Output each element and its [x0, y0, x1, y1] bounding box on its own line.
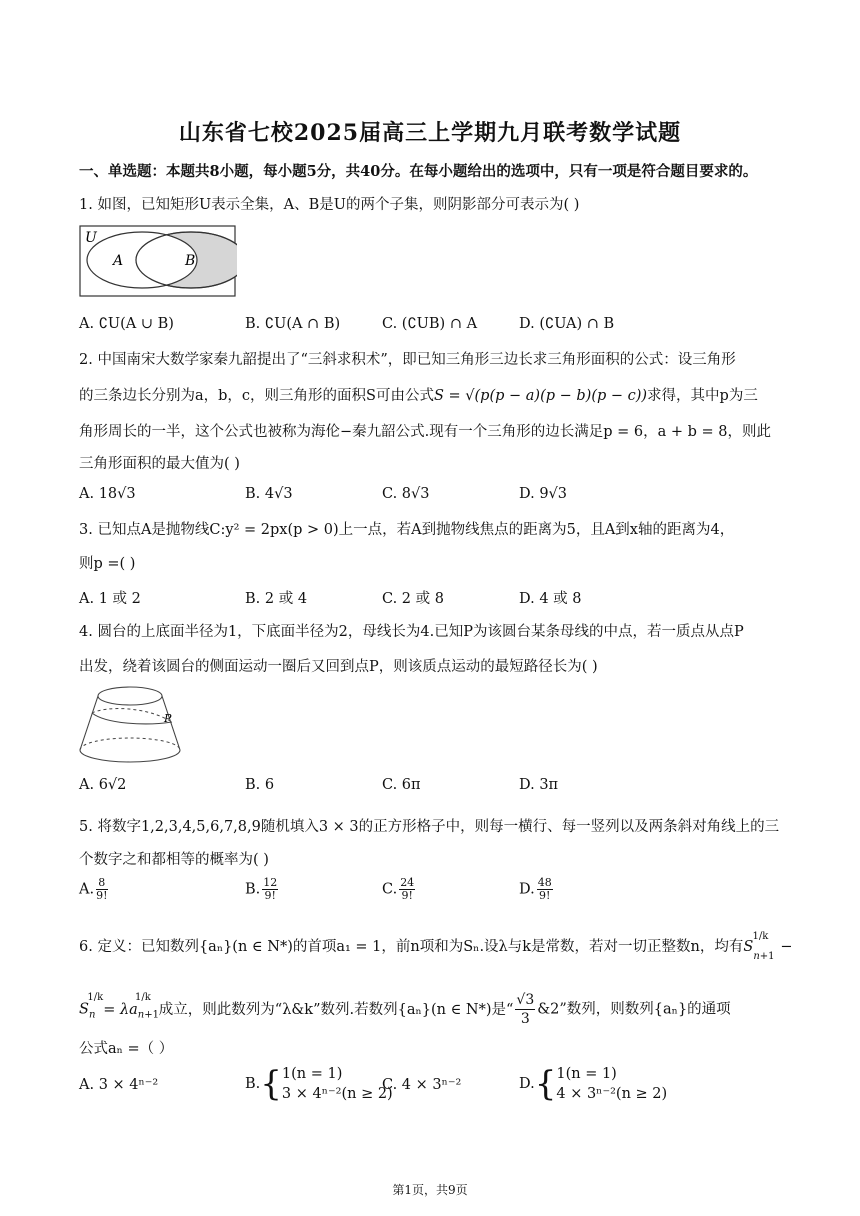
q6-sn-term: S: [79, 1001, 89, 1018]
brace-icon: {: [534, 1064, 557, 1104]
q6-option-d-case1: 1(n = 1): [556, 1066, 617, 1082]
q1-stem: 1. 如图，已知矩形U表示全集，A、B是U的两个子集，则阴影部分可表示为( ): [79, 197, 580, 213]
q4-option-c: C. 6π: [382, 777, 421, 793]
q2-line3: 角形周长的一半，这个公式也被称为海伦−秦九韶公式.现有一个三角形的边长满足p = 6，a + b = 8，则此: [79, 424, 772, 440]
q5-option-b-label: B.: [245, 881, 261, 898]
q2-line4: 三角形面积的最大值为( ): [79, 456, 240, 472]
q3-option-a: A. 1 或 2: [79, 591, 141, 607]
q6-line2-text: 成立，则此数列为“λ&k”数列.若数列{aₙ}(n ∈ N*)是“: [158, 1001, 514, 1018]
q2-option-d: D. 9√3: [519, 486, 568, 502]
q5-option-d-label: D.: [519, 881, 535, 898]
q6-s-sub: n+1: [753, 950, 775, 962]
q5-option-c: [382, 877, 417, 902]
q6-exponent: 1/k: [752, 931, 769, 943]
q6-sn-sub: n: [88, 1009, 96, 1021]
fraction-denominator: 9!: [401, 889, 413, 902]
q1-option-c: C. (∁UB) ∩ A: [382, 316, 478, 332]
q6-option-d-label: D.: [519, 1076, 535, 1092]
venn-diagram: [79, 225, 237, 297]
fraction-numerator: 8: [96, 877, 107, 890]
q6-option-d-cases: [556, 1064, 667, 1104]
fraction-numerator: 24: [400, 876, 415, 889]
q5-option-a-fraction: [96, 877, 107, 902]
q6-exponent-3: 1/k: [134, 991, 151, 1003]
q4-line1: 4. 圆台的上底面半径为1，下底面半径为2，母线长为4.已知P为该圆台某条母线的中点，若一质点从点P: [79, 624, 744, 640]
brace-icon: {: [260, 1064, 282, 1104]
q6-option-b-case1: 1(n = 1): [281, 1066, 343, 1082]
q5-option-a-label: A.: [79, 881, 95, 898]
q5-option-b: [245, 877, 280, 902]
q6-sqrt3-fraction: [515, 991, 535, 1028]
q2-line1: 2. 中国南宋大数学家秦九韶提出了“三斜求积术”，即已知三角形三边长求三角形面积的公式：设三角形: [79, 352, 736, 368]
q6-option-b-label: B.: [245, 1076, 261, 1092]
q6-option-a: A. 3 × 4ⁿ⁻²: [79, 1077, 159, 1093]
q2-line2a: 的三条边长分别为a，b，c，则三角形的面积S可由公式: [79, 388, 434, 404]
fraction-denominator: 9!: [96, 889, 108, 902]
q5-option-b-fraction: [262, 877, 278, 902]
fraction-numerator: 12: [263, 876, 278, 889]
q3-option-d: D. 4 或 8: [519, 591, 582, 607]
q4-option-b: B. 6: [245, 777, 275, 793]
venn-label-b: B: [185, 253, 196, 269]
section-heading: 一、单选题：本题共8小题，每小题5分，共40分。在每小题给出的选项中，只有一项是符合题目要求的。: [79, 163, 758, 180]
q5-option-c-fraction: [399, 877, 415, 902]
frustum-figure: [76, 682, 186, 766]
q6-option-b-cases: [282, 1064, 393, 1104]
q2-option-a: A. 18√3: [79, 486, 136, 502]
q6-option-d: [519, 1064, 667, 1104]
q3-line2: 则p =( ): [79, 556, 136, 572]
q6-s-term: S: [743, 939, 754, 955]
q6-line1: [79, 931, 793, 962]
q2-line2b: 求得，其中p为三: [647, 388, 758, 404]
fraction-denominator: 9!: [539, 889, 551, 902]
q5-option-d-fraction: [537, 877, 553, 902]
q1-option-b: B. ∁U(A ∩ B): [245, 316, 341, 332]
fraction-numerator: 48: [537, 876, 552, 889]
q5-line2: 个数字之和都相等的概率为( ): [79, 852, 269, 868]
q6-line3: 公式aₙ =（ ）: [79, 1041, 174, 1057]
q6-option-b: [245, 1064, 393, 1104]
q6-line2-tail: &2”数列，则数列{aₙ}的通项: [537, 1001, 731, 1018]
q6-lambda-term: = λa: [103, 1001, 138, 1018]
q2-option-c: C. 8√3: [382, 486, 430, 502]
q6-exponent-2: 1/k: [87, 991, 104, 1003]
q6-a-sub: n+1: [137, 1009, 159, 1021]
q6-option-b-case2: 3 × 4ⁿ⁻²(n ≥ 2): [281, 1086, 393, 1102]
q4-option-d: D. 3π: [519, 777, 559, 793]
q6-line2: [79, 991, 731, 1028]
q5-option-d: [519, 877, 555, 902]
fraction-numerator: √3: [516, 992, 535, 1008]
q3-line1: 3. 已知点A是抛物线C:y² = 2px(p > 0)上一点，若A到抛物线焦点的距离为5，且A到x轴的距离为4，: [79, 522, 735, 538]
q6-line1-text: 6. 定义：已知数列{aₙ}(n ∈ N*)的首项a₁ = 1，前n项和为Sₙ.设λ与k是常数，若对一切正整数n，均有: [79, 939, 744, 955]
q2-option-b: B. 4√3: [245, 486, 293, 502]
venn-label-u: U: [85, 230, 97, 246]
q5-option-c-label: C.: [382, 881, 398, 898]
q6-option-d-case2: 4 × 3ⁿ⁻²(n ≥ 2): [556, 1086, 668, 1102]
q1-option-a: A. ∁U(A ∪ B): [79, 316, 174, 332]
q5-option-a: [79, 877, 110, 902]
fraction-denominator: 9!: [264, 889, 276, 902]
page-title: 山东省七校2025届高三上学期九月联考数学试题: [178, 120, 682, 146]
page-footer: 第1页，共9页: [392, 1183, 468, 1197]
q2-line2: [79, 384, 758, 405]
q5-line1: 5. 将数字1,2,3,4,5,6,7,8,9随机填入3 × 3的正方形格子中，则每一横行、每一竖列以及两条斜对角线上的三: [79, 819, 780, 835]
fraction-denominator: 3: [520, 1011, 530, 1027]
q1-option-d: D. (∁UA) ∩ B: [519, 316, 615, 332]
q4-option-a: A. 6√2: [79, 777, 127, 793]
venn-label-a: A: [113, 253, 124, 269]
q3-option-c: C. 2 或 8: [382, 591, 444, 607]
q6-option-c: C. 4 × 3ⁿ⁻²: [382, 1077, 462, 1093]
q2-formula: S = √(p(p − a)(p − b)(p − c)): [433, 388, 648, 404]
q3-option-b: B. 2 或 4: [245, 591, 308, 607]
point-p-label: P: [164, 712, 172, 725]
q6-minus: −: [780, 939, 793, 955]
q4-line2: 出发，绕着该圆台的侧面运动一圈后又回到点P，则该质点运动的最短路径长为( ): [79, 659, 598, 675]
